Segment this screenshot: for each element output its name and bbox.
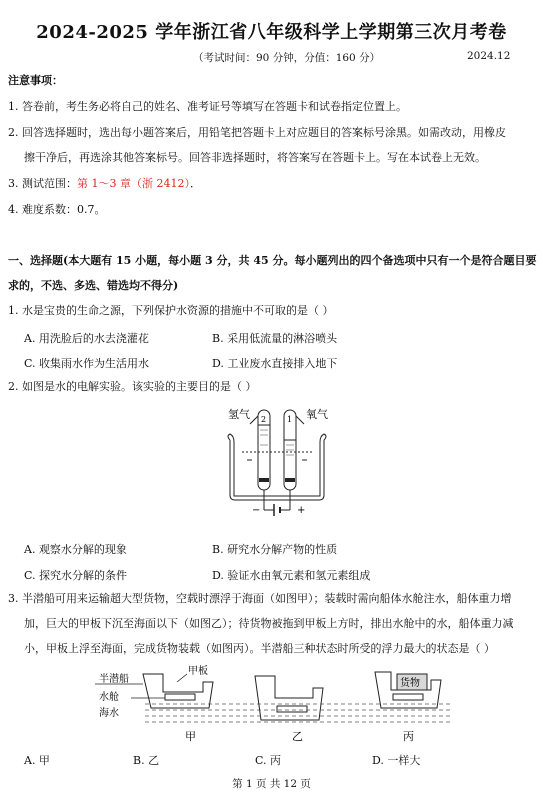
q3-option-d: D. 一样大 xyxy=(372,754,421,767)
note-3-prefix: 3. 测试范围： xyxy=(8,177,77,190)
section1-line2: 求的，不选、多选、错选均不得分) xyxy=(8,279,179,292)
tank-yi xyxy=(277,706,307,712)
note-2-line2: 擦干净后，再选涂其他答案标号。回答非选择题时，将答案写在答题卡上。写在本试卷上无效。 xyxy=(24,151,486,164)
oxygen-label: 氧气 xyxy=(306,408,328,421)
electrolysis-figure xyxy=(212,400,342,530)
tube-number-left: 2 xyxy=(261,415,267,424)
page-footer: 第 1 页 共 12 页 xyxy=(232,778,311,790)
plus-sign: + xyxy=(297,505,306,516)
q2-option-a: A. 观察水分解的现象 xyxy=(24,543,127,556)
notes-heading: 注意事项： xyxy=(8,74,63,87)
q1-option-b: B. 采用低流量的淋浴喷头 xyxy=(212,332,338,345)
anode xyxy=(285,478,295,482)
q3-option-c: C. 丙 xyxy=(255,754,282,767)
tube-number-right: 1 xyxy=(287,415,293,424)
note-1: 1. 答卷前，考生务必将自己的姓名、准考证号等填写在答题卡和试卷指定位置上。 xyxy=(8,100,407,113)
q3-stem-line1: 3. 半潜船可用来运输超大型货物，空载时漂浮于海面（如图甲）；装载时需向船体水舱注水，船体重力增 xyxy=(8,592,512,605)
q2-option-c: C. 探究水分解的条件 xyxy=(24,569,128,582)
cathode xyxy=(259,478,269,482)
q3-option-a: A. 甲 xyxy=(24,754,50,767)
q1-stem: 1. 水是宝贵的生命之源，下列保护水资源的措施中不可取的是（ ） xyxy=(8,304,334,317)
minus-sign: − xyxy=(252,505,261,516)
sea-label: 海水 xyxy=(99,708,119,719)
q2-stem: 2. 如图是水的电解实验。该实验的主要目的是（ ） xyxy=(8,380,257,393)
deck-label: 甲板 xyxy=(188,666,208,677)
cargo-label: 货物 xyxy=(400,678,420,689)
q2-option-b: B. 研究水分解产物的性质 xyxy=(212,543,338,556)
exam-date: 2024.12 xyxy=(467,50,511,62)
section1-line1: 一、选择题(本大题有 15 小题，每小题 3 分，共 45 分。每小题列出的四个备选项中只有一个是符合题目要 xyxy=(8,254,537,267)
tank-label: 水舱 xyxy=(99,692,119,703)
q2-option-d: D. 验证水由氧元素和氢元素组成 xyxy=(212,569,371,582)
q1-option-a: A. 用洗脸后的水去浇灌花 xyxy=(24,332,149,345)
ship-label: 半潜船 xyxy=(99,674,129,685)
q3-stem-line3: 小，甲板上浮至海面，完成货物装载（如图丙）。半潜船三种状态时所受的浮力最大的状态是（ ） xyxy=(24,642,495,655)
exam-info: （考试时间：90 分钟，分值：160 分） xyxy=(193,52,381,64)
hydrogen-label: 氢气 xyxy=(228,408,250,421)
note-4: 4. 难度系数：0.7。 xyxy=(8,203,106,216)
q1-option-c: C. 收集雨水作为生活用水 xyxy=(24,357,150,370)
q3-option-b: B. 乙 xyxy=(133,754,160,767)
figure-yi-label: 乙 xyxy=(292,730,303,743)
note-3 xyxy=(8,177,201,191)
ship-jia xyxy=(143,674,213,708)
q1-option-d: D. 工业废水直接排入地下 xyxy=(212,357,338,370)
ship-yi xyxy=(255,676,323,720)
note-2-line1: 2. 回答选择题时，选出每小题答案后，用铅笔把答题卡上对应题目的答案标号涂黑。如需改动，用橡皮 xyxy=(8,126,506,139)
figure-bing-label: 丙 xyxy=(403,730,414,743)
tank-bing xyxy=(393,694,423,700)
exam-title: 2024-2025 学年浙江省八年级科学上学期第三次月考卷 xyxy=(36,22,507,43)
note-3-suffix: ． xyxy=(189,177,201,190)
tank-jia xyxy=(165,694,195,700)
note-3-range: 第 1～3 章（浙 2412） xyxy=(77,177,190,190)
semi-submersible-figure xyxy=(95,664,455,744)
q3-stem-line2: 加，巨大的甲板下沉至海面以下（如图乙）；待货物被拖到甲板上方时，排出水舱中的水，船体重力减 xyxy=(24,617,514,630)
figure-jia-label: 甲 xyxy=(185,730,196,743)
